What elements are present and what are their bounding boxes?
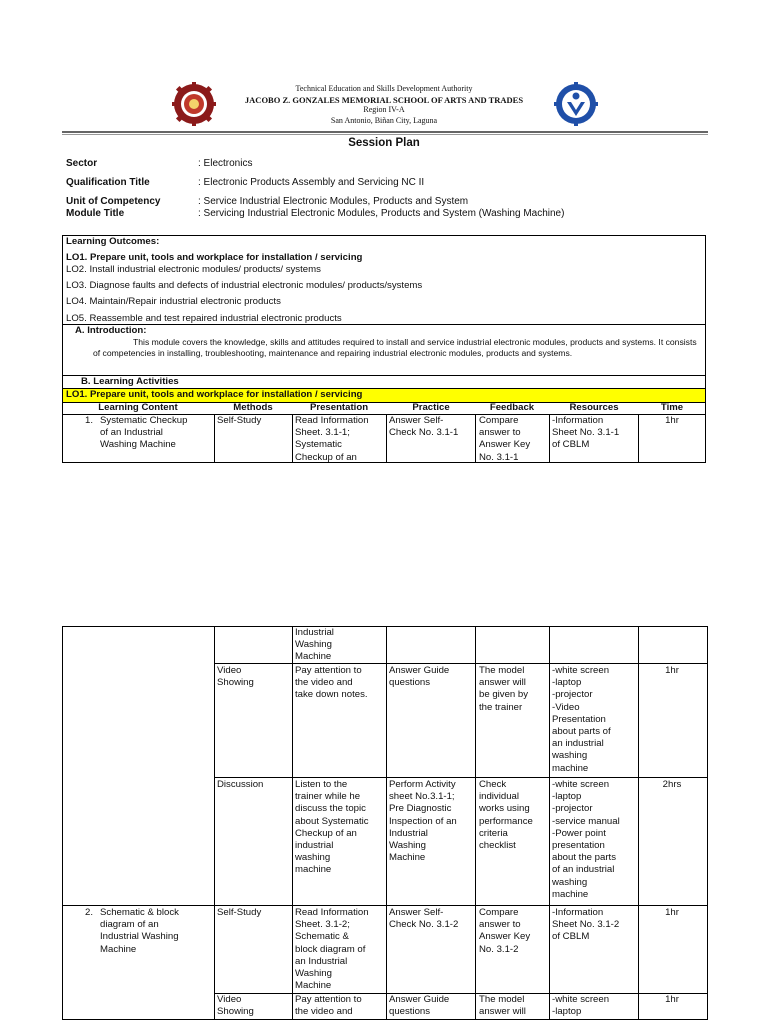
t2-r4-feedback: The model answer will	[479, 994, 526, 1018]
school-name: JACOBO Z. GONZALES MEMORIAL SCHOOL OF ARTS AND TRADES	[244, 94, 524, 105]
col-presentation: Presentation	[309, 402, 369, 413]
t1-time: 1hr	[665, 415, 679, 426]
t2-r3-feedback: Compare answer to Answer Key No. 3.1-2	[479, 907, 531, 955]
lo3: LO3. Diagnose faults and defects of industrial electronic modules/ products/systems	[66, 280, 423, 291]
authority-name: Technical Education and Skills Development Authority	[295, 84, 473, 93]
t1-practice: Answer Self- Check No. 3.1-1	[389, 415, 459, 439]
qualification-value: : Electronic Products Assembly and Servicing NC II	[198, 177, 425, 188]
col-practice: Practice	[412, 402, 450, 413]
t2-r1-time: 1hr	[665, 665, 679, 676]
t2-r2-resources: -white screen -laptop -projector -service manual -Power point presentation about the parts of an industrial washing machine	[552, 779, 620, 900]
t2-r1-presentation: Pay attention to the video and take down notes.	[295, 665, 368, 701]
col-methods: Methods	[233, 402, 273, 413]
t2-r1-practice: Answer Guide questions	[389, 665, 450, 689]
t2-r3-method: Self-Study	[217, 907, 262, 918]
t2-r2-time: 2hrs	[662, 779, 682, 790]
unit-value: : Service Industrial Electronic Modules, Products and System	[198, 196, 469, 207]
region: Region IV-A	[363, 105, 405, 114]
activities-table-continued	[62, 626, 708, 1020]
header-rule	[62, 131, 708, 133]
t1-learning-content: Systematic Checkup of an Industrial Washing Machine	[100, 415, 188, 451]
outcomes-heading: Learning Outcomes:	[66, 236, 160, 247]
t1-row-number: 1.	[85, 415, 94, 426]
learning-outcomes-box	[62, 235, 706, 463]
t2-r2-feedback: Check individual works using performance criteria checklist	[479, 779, 533, 852]
t1-presentation: Read Information Sheet. 3.1-1; Systematic Checkup of an	[295, 415, 369, 463]
t2-r1-method: Video Showing	[217, 665, 254, 689]
t2-r3-presentation: Read Information Sheet. 3.1-2; Schematic & block diagram of an Industrial Washing Machine	[295, 907, 369, 992]
col-time: Time	[660, 402, 684, 413]
t2-r3-practice: Answer Self- Check No. 3.1-2	[389, 907, 459, 931]
lo4: LO4. Maintain/Repair industrial electronic products	[66, 296, 281, 307]
t2-r3-resources: -Information Sheet No. 3.1-2 of CBLM	[552, 907, 620, 943]
page-title: Session Plan	[348, 137, 420, 149]
t2-r0-presentation: Industrial Washing Machine	[295, 627, 334, 663]
location: San Antonio, Biñan City, Laguna	[330, 115, 438, 125]
t1-method: Self-Study	[217, 415, 262, 426]
module-label: Module Title	[66, 208, 125, 219]
lo1-bar-text: LO1. Prepare unit, tools and workplace for installation / servicing	[66, 389, 363, 400]
intro-text: This module covers the knowledge, skills and attitudes required to install and service industrial electronic modules, products and systems. It consists of competencies in installing, troubleshooting, maintenance and repairing industrial electronic modules, products and systems.	[93, 337, 697, 358]
lo5: LO5. Reassemble and test repaired industrial electronic products	[66, 313, 342, 324]
col-learning-content: Learning Content	[98, 402, 178, 413]
sector-value: : Electronics	[198, 158, 253, 169]
t2-r1-feedback: The model answer will be given by the trainer	[479, 665, 529, 713]
intro-heading: A. Introduction:	[75, 325, 147, 336]
t2-r2-method: Discussion	[217, 779, 264, 790]
t2-r3-time: 1hr	[665, 907, 679, 918]
t1-feedback: Compare answer to Answer Key No. 3.1-1	[479, 415, 531, 463]
sector-label: Sector	[66, 158, 98, 169]
activities-heading: B. Learning Activities	[81, 376, 179, 387]
unit-label: Unit of Competency	[66, 196, 161, 207]
t2-r3-content: Schematic & block diagram of an Industrial Washing Machine	[100, 907, 179, 955]
t2-r3-number: 2.	[85, 907, 94, 918]
t2-r4-resources: -white screen -laptop	[552, 994, 610, 1018]
lo1: LO1. Prepare unit, tools and workplace for installation / servicing	[66, 252, 363, 263]
t2-r4-presentation: Pay attention to the video and	[295, 994, 362, 1018]
qualification-label: Qualification Title	[66, 177, 150, 188]
col-feedback: Feedback	[489, 402, 535, 413]
t2-r2-practice: Perform Activity sheet No.3.1-1; Pre Diagnostic Inspection of an Industrial Washing Machine	[389, 779, 457, 864]
col-resources: Resources	[569, 402, 619, 413]
t1-resources: -Information Sheet No. 3.1-1 of CBLM	[552, 415, 620, 451]
t2-r4-time: 1hr	[665, 994, 679, 1005]
lo2: LO2. Install industrial electronic modules/ products/ systems	[66, 264, 321, 275]
t2-r1-resources: -white screen -laptop -projector -Video Presentation about parts of an industrial washing machine	[552, 665, 611, 774]
t2-r4-practice: Answer Guide questions	[389, 994, 450, 1018]
t2-r2-presentation: Listen to the trainer while he discuss the topic about Systematic Checkup of an industrial washing machine	[295, 779, 369, 876]
module-value: : Servicing Industrial Electronic Modules, Products and System (Washing Machine)	[198, 208, 565, 219]
t2-r4-method: Video Showing	[217, 994, 254, 1018]
header-text	[200, 84, 568, 126]
header-rule-thin	[62, 134, 708, 135]
